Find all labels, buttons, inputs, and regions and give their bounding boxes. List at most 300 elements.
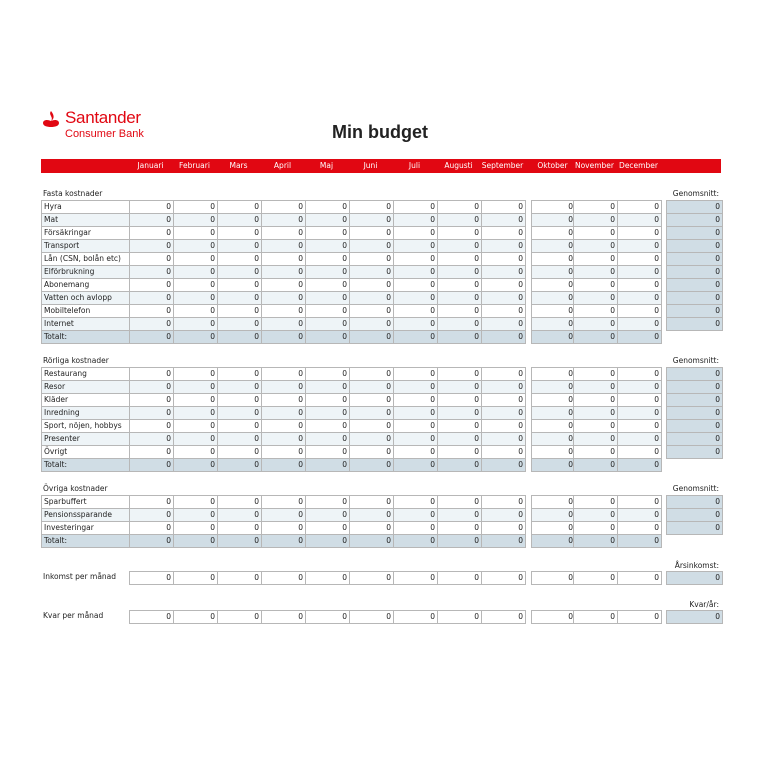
- month-value-cell[interactable]: 0: [617, 226, 662, 240]
- month-value-cell[interactable]: 0: [129, 393, 174, 407]
- month-value-cell[interactable]: 0: [349, 239, 394, 253]
- month-value-cell[interactable]: 0: [173, 610, 218, 624]
- month-value-cell[interactable]: 0: [129, 508, 174, 522]
- month-value-cell[interactable]: 0: [173, 458, 218, 472]
- month-value-cell[interactable]: 0: [573, 521, 618, 535]
- month-value-cell[interactable]: 0: [531, 367, 576, 381]
- month-value-cell[interactable]: 0: [217, 304, 262, 318]
- month-value-cell[interactable]: 0: [481, 330, 526, 344]
- month-value-cell[interactable]: 0: [305, 521, 350, 535]
- month-value-cell[interactable]: 0: [129, 200, 174, 214]
- month-value-cell[interactable]: 0: [261, 393, 306, 407]
- month-value-cell[interactable]: 0: [531, 571, 576, 585]
- month-value-cell[interactable]: 0: [261, 213, 306, 227]
- month-value-cell[interactable]: 0: [261, 534, 306, 548]
- month-value-cell[interactable]: 0: [305, 458, 350, 472]
- month-value-cell[interactable]: 0: [617, 278, 662, 292]
- month-value-cell[interactable]: 0: [481, 213, 526, 227]
- month-value-cell[interactable]: 0: [305, 317, 350, 331]
- month-value-cell[interactable]: 0: [305, 291, 350, 305]
- month-value-cell[interactable]: 0: [129, 330, 174, 344]
- month-value-cell[interactable]: 0: [349, 278, 394, 292]
- month-value-cell[interactable]: 0: [481, 380, 526, 394]
- month-value-cell[interactable]: 0: [531, 534, 576, 548]
- month-value-cell[interactable]: 0: [437, 432, 482, 446]
- month-value-cell[interactable]: 0: [531, 508, 576, 522]
- month-value-cell[interactable]: 0: [531, 252, 576, 266]
- month-value-cell[interactable]: 0: [173, 265, 218, 279]
- month-value-cell[interactable]: 0: [305, 406, 350, 420]
- month-value-cell[interactable]: 0: [481, 406, 526, 420]
- month-value-cell[interactable]: 0: [617, 265, 662, 279]
- month-value-cell[interactable]: 0: [437, 265, 482, 279]
- month-value-cell[interactable]: 0: [617, 406, 662, 420]
- month-value-cell[interactable]: 0: [129, 239, 174, 253]
- month-value-cell[interactable]: 0: [393, 278, 438, 292]
- month-value-cell[interactable]: 0: [437, 380, 482, 394]
- month-value-cell[interactable]: 0: [573, 534, 618, 548]
- month-value-cell[interactable]: 0: [173, 252, 218, 266]
- month-value-cell[interactable]: 0: [173, 330, 218, 344]
- month-value-cell[interactable]: 0: [573, 380, 618, 394]
- month-value-cell[interactable]: 0: [129, 278, 174, 292]
- month-value-cell[interactable]: 0: [531, 226, 576, 240]
- month-value-cell[interactable]: 0: [349, 380, 394, 394]
- month-value-cell[interactable]: 0: [531, 380, 576, 394]
- month-value-cell[interactable]: 0: [437, 406, 482, 420]
- month-value-cell[interactable]: 0: [217, 495, 262, 509]
- month-value-cell[interactable]: 0: [129, 367, 174, 381]
- month-value-cell[interactable]: 0: [481, 265, 526, 279]
- month-value-cell[interactable]: 0: [437, 534, 482, 548]
- month-value-cell[interactable]: 0: [573, 571, 618, 585]
- month-value-cell[interactable]: 0: [305, 278, 350, 292]
- month-value-cell[interactable]: 0: [393, 213, 438, 227]
- month-value-cell[interactable]: 0: [393, 252, 438, 266]
- month-value-cell[interactable]: 0: [481, 571, 526, 585]
- month-value-cell[interactable]: 0: [261, 508, 306, 522]
- month-value-cell[interactable]: 0: [481, 610, 526, 624]
- month-value-cell[interactable]: 0: [573, 291, 618, 305]
- month-value-cell[interactable]: 0: [173, 367, 218, 381]
- month-value-cell[interactable]: 0: [481, 200, 526, 214]
- month-value-cell[interactable]: 0: [129, 304, 174, 318]
- month-value-cell[interactable]: 0: [531, 521, 576, 535]
- month-value-cell[interactable]: 0: [437, 252, 482, 266]
- month-value-cell[interactable]: 0: [437, 226, 482, 240]
- month-value-cell[interactable]: 0: [531, 317, 576, 331]
- month-value-cell[interactable]: 0: [393, 508, 438, 522]
- month-value-cell[interactable]: 0: [617, 317, 662, 331]
- month-value-cell[interactable]: 0: [305, 393, 350, 407]
- month-value-cell[interactable]: 0: [349, 458, 394, 472]
- month-value-cell[interactable]: 0: [617, 508, 662, 522]
- month-value-cell[interactable]: 0: [437, 495, 482, 509]
- month-value-cell[interactable]: 0: [349, 200, 394, 214]
- month-value-cell[interactable]: 0: [217, 508, 262, 522]
- month-value-cell[interactable]: 0: [305, 380, 350, 394]
- month-value-cell[interactable]: 0: [481, 226, 526, 240]
- month-value-cell[interactable]: 0: [261, 458, 306, 472]
- month-value-cell[interactable]: 0: [173, 239, 218, 253]
- month-value-cell[interactable]: 0: [481, 291, 526, 305]
- month-value-cell[interactable]: 0: [261, 367, 306, 381]
- month-value-cell[interactable]: 0: [173, 278, 218, 292]
- month-value-cell[interactable]: 0: [129, 226, 174, 240]
- month-value-cell[interactable]: 0: [481, 304, 526, 318]
- month-value-cell[interactable]: 0: [173, 495, 218, 509]
- month-value-cell[interactable]: 0: [129, 534, 174, 548]
- month-value-cell[interactable]: 0: [217, 200, 262, 214]
- month-value-cell[interactable]: 0: [217, 330, 262, 344]
- month-value-cell[interactable]: 0: [481, 239, 526, 253]
- month-value-cell[interactable]: 0: [349, 393, 394, 407]
- month-value-cell[interactable]: 0: [437, 508, 482, 522]
- month-value-cell[interactable]: 0: [573, 200, 618, 214]
- month-value-cell[interactable]: 0: [217, 445, 262, 459]
- month-value-cell[interactable]: 0: [261, 521, 306, 535]
- month-value-cell[interactable]: 0: [217, 458, 262, 472]
- month-value-cell[interactable]: 0: [349, 610, 394, 624]
- month-value-cell[interactable]: 0: [217, 291, 262, 305]
- month-value-cell[interactable]: 0: [305, 610, 350, 624]
- month-value-cell[interactable]: 0: [481, 317, 526, 331]
- month-value-cell[interactable]: 0: [393, 393, 438, 407]
- month-value-cell[interactable]: 0: [349, 367, 394, 381]
- month-value-cell[interactable]: 0: [217, 534, 262, 548]
- month-value-cell[interactable]: 0: [261, 610, 306, 624]
- month-value-cell[interactable]: 0: [531, 304, 576, 318]
- month-value-cell[interactable]: 0: [573, 239, 618, 253]
- month-value-cell[interactable]: 0: [573, 495, 618, 509]
- month-value-cell[interactable]: 0: [393, 419, 438, 433]
- month-value-cell[interactable]: 0: [349, 432, 394, 446]
- month-value-cell[interactable]: 0: [481, 495, 526, 509]
- month-value-cell[interactable]: 0: [481, 521, 526, 535]
- month-value-cell[interactable]: 0: [437, 239, 482, 253]
- month-value-cell[interactable]: 0: [173, 419, 218, 433]
- month-value-cell[interactable]: 0: [573, 406, 618, 420]
- month-value-cell[interactable]: 0: [173, 200, 218, 214]
- month-value-cell[interactable]: 0: [217, 213, 262, 227]
- month-value-cell[interactable]: 0: [573, 508, 618, 522]
- month-value-cell[interactable]: 0: [617, 239, 662, 253]
- month-value-cell[interactable]: 0: [173, 380, 218, 394]
- month-value-cell[interactable]: 0: [349, 317, 394, 331]
- month-value-cell[interactable]: 0: [393, 304, 438, 318]
- month-value-cell[interactable]: 0: [393, 200, 438, 214]
- month-value-cell[interactable]: 0: [261, 571, 306, 585]
- month-value-cell[interactable]: 0: [573, 610, 618, 624]
- month-value-cell[interactable]: 0: [481, 393, 526, 407]
- month-value-cell[interactable]: 0: [481, 432, 526, 446]
- month-value-cell[interactable]: 0: [349, 534, 394, 548]
- month-value-cell[interactable]: 0: [173, 571, 218, 585]
- month-value-cell[interactable]: 0: [393, 226, 438, 240]
- month-value-cell[interactable]: 0: [261, 291, 306, 305]
- month-value-cell[interactable]: 0: [531, 458, 576, 472]
- month-value-cell[interactable]: 0: [305, 534, 350, 548]
- month-value-cell[interactable]: 0: [531, 278, 576, 292]
- month-value-cell[interactable]: 0: [349, 419, 394, 433]
- month-value-cell[interactable]: 0: [573, 330, 618, 344]
- month-value-cell[interactable]: 0: [573, 304, 618, 318]
- month-value-cell[interactable]: 0: [573, 252, 618, 266]
- month-value-cell[interactable]: 0: [173, 304, 218, 318]
- month-value-cell[interactable]: 0: [305, 239, 350, 253]
- month-value-cell[interactable]: 0: [393, 406, 438, 420]
- month-value-cell[interactable]: 0: [217, 265, 262, 279]
- month-value-cell[interactable]: 0: [573, 317, 618, 331]
- month-value-cell[interactable]: 0: [173, 291, 218, 305]
- month-value-cell[interactable]: 0: [305, 304, 350, 318]
- month-value-cell[interactable]: 0: [573, 213, 618, 227]
- month-value-cell[interactable]: 0: [393, 317, 438, 331]
- month-value-cell[interactable]: 0: [217, 367, 262, 381]
- month-value-cell[interactable]: 0: [617, 534, 662, 548]
- month-value-cell[interactable]: 0: [129, 610, 174, 624]
- month-value-cell[interactable]: 0: [261, 200, 306, 214]
- month-value-cell[interactable]: 0: [437, 213, 482, 227]
- month-value-cell[interactable]: 0: [531, 200, 576, 214]
- month-value-cell[interactable]: 0: [617, 330, 662, 344]
- month-value-cell[interactable]: 0: [531, 419, 576, 433]
- month-value-cell[interactable]: 0: [349, 406, 394, 420]
- month-value-cell[interactable]: 0: [349, 252, 394, 266]
- month-value-cell[interactable]: 0: [173, 432, 218, 446]
- month-value-cell[interactable]: 0: [617, 419, 662, 433]
- month-value-cell[interactable]: 0: [261, 445, 306, 459]
- month-value-cell[interactable]: 0: [217, 432, 262, 446]
- month-value-cell[interactable]: 0: [261, 330, 306, 344]
- month-value-cell[interactable]: 0: [481, 252, 526, 266]
- month-value-cell[interactable]: 0: [573, 445, 618, 459]
- month-value-cell[interactable]: 0: [393, 458, 438, 472]
- month-value-cell[interactable]: 0: [173, 521, 218, 535]
- month-value-cell[interactable]: 0: [437, 521, 482, 535]
- month-value-cell[interactable]: 0: [393, 432, 438, 446]
- month-value-cell[interactable]: 0: [531, 265, 576, 279]
- month-value-cell[interactable]: 0: [531, 432, 576, 446]
- month-value-cell[interactable]: 0: [349, 330, 394, 344]
- month-value-cell[interactable]: 0: [437, 445, 482, 459]
- month-value-cell[interactable]: 0: [305, 265, 350, 279]
- month-value-cell[interactable]: 0: [481, 445, 526, 459]
- month-value-cell[interactable]: 0: [573, 419, 618, 433]
- month-value-cell[interactable]: 0: [129, 495, 174, 509]
- month-value-cell[interactable]: 0: [617, 495, 662, 509]
- month-value-cell[interactable]: 0: [573, 265, 618, 279]
- month-value-cell[interactable]: 0: [531, 213, 576, 227]
- month-value-cell[interactable]: 0: [129, 419, 174, 433]
- month-value-cell[interactable]: 0: [305, 508, 350, 522]
- month-value-cell[interactable]: 0: [393, 445, 438, 459]
- month-value-cell[interactable]: 0: [173, 393, 218, 407]
- month-value-cell[interactable]: 0: [481, 278, 526, 292]
- month-value-cell[interactable]: 0: [261, 239, 306, 253]
- month-value-cell[interactable]: 0: [349, 291, 394, 305]
- month-value-cell[interactable]: 0: [617, 521, 662, 535]
- month-value-cell[interactable]: 0: [349, 226, 394, 240]
- month-value-cell[interactable]: 0: [393, 610, 438, 624]
- month-value-cell[interactable]: 0: [573, 432, 618, 446]
- month-value-cell[interactable]: 0: [573, 226, 618, 240]
- month-value-cell[interactable]: 0: [173, 226, 218, 240]
- month-value-cell[interactable]: 0: [531, 291, 576, 305]
- month-value-cell[interactable]: 0: [437, 291, 482, 305]
- month-value-cell[interactable]: 0: [349, 571, 394, 585]
- month-value-cell[interactable]: 0: [129, 571, 174, 585]
- month-value-cell[interactable]: 0: [217, 278, 262, 292]
- month-value-cell[interactable]: 0: [393, 367, 438, 381]
- month-value-cell[interactable]: 0: [573, 458, 618, 472]
- month-value-cell[interactable]: 0: [437, 304, 482, 318]
- month-value-cell[interactable]: 0: [173, 534, 218, 548]
- month-value-cell[interactable]: 0: [261, 495, 306, 509]
- month-value-cell[interactable]: 0: [261, 226, 306, 240]
- month-value-cell[interactable]: 0: [437, 278, 482, 292]
- month-value-cell[interactable]: 0: [261, 406, 306, 420]
- month-value-cell[interactable]: 0: [129, 265, 174, 279]
- month-value-cell[interactable]: 0: [173, 445, 218, 459]
- month-value-cell[interactable]: 0: [349, 521, 394, 535]
- month-value-cell[interactable]: 0: [617, 458, 662, 472]
- month-value-cell[interactable]: 0: [217, 317, 262, 331]
- month-value-cell[interactable]: 0: [305, 419, 350, 433]
- month-value-cell[interactable]: 0: [531, 445, 576, 459]
- month-value-cell[interactable]: 0: [481, 508, 526, 522]
- month-value-cell[interactable]: 0: [437, 610, 482, 624]
- month-value-cell[interactable]: 0: [305, 367, 350, 381]
- month-value-cell[interactable]: 0: [305, 213, 350, 227]
- month-value-cell[interactable]: 0: [261, 419, 306, 433]
- month-value-cell[interactable]: 0: [217, 380, 262, 394]
- month-value-cell[interactable]: 0: [129, 380, 174, 394]
- month-value-cell[interactable]: 0: [531, 330, 576, 344]
- month-value-cell[interactable]: 0: [393, 534, 438, 548]
- month-value-cell[interactable]: 0: [129, 406, 174, 420]
- month-value-cell[interactable]: 0: [393, 291, 438, 305]
- month-value-cell[interactable]: 0: [437, 367, 482, 381]
- month-value-cell[interactable]: 0: [261, 317, 306, 331]
- month-value-cell[interactable]: 0: [349, 265, 394, 279]
- month-value-cell[interactable]: 0: [261, 304, 306, 318]
- month-value-cell[interactable]: 0: [617, 200, 662, 214]
- month-value-cell[interactable]: 0: [481, 458, 526, 472]
- month-value-cell[interactable]: 0: [349, 213, 394, 227]
- month-value-cell[interactable]: 0: [129, 432, 174, 446]
- month-value-cell[interactable]: 0: [261, 278, 306, 292]
- month-value-cell[interactable]: 0: [217, 239, 262, 253]
- month-value-cell[interactable]: 0: [129, 521, 174, 535]
- month-value-cell[interactable]: 0: [129, 213, 174, 227]
- month-value-cell[interactable]: 0: [617, 610, 662, 624]
- month-value-cell[interactable]: 0: [617, 432, 662, 446]
- month-value-cell[interactable]: 0: [217, 571, 262, 585]
- month-value-cell[interactable]: 0: [617, 252, 662, 266]
- month-value-cell[interactable]: 0: [217, 252, 262, 266]
- month-value-cell[interactable]: 0: [261, 252, 306, 266]
- month-value-cell[interactable]: 0: [481, 367, 526, 381]
- month-value-cell[interactable]: 0: [617, 213, 662, 227]
- month-value-cell[interactable]: 0: [305, 226, 350, 240]
- month-value-cell[interactable]: 0: [393, 330, 438, 344]
- month-value-cell[interactable]: 0: [217, 610, 262, 624]
- month-value-cell[interactable]: 0: [129, 291, 174, 305]
- month-value-cell[interactable]: 0: [531, 239, 576, 253]
- month-value-cell[interactable]: 0: [349, 445, 394, 459]
- month-value-cell[interactable]: 0: [617, 445, 662, 459]
- month-value-cell[interactable]: 0: [305, 445, 350, 459]
- month-value-cell[interactable]: 0: [393, 495, 438, 509]
- month-value-cell[interactable]: 0: [261, 380, 306, 394]
- month-value-cell[interactable]: 0: [129, 252, 174, 266]
- month-value-cell[interactable]: 0: [305, 571, 350, 585]
- month-value-cell[interactable]: 0: [349, 495, 394, 509]
- month-value-cell[interactable]: 0: [129, 317, 174, 331]
- month-value-cell[interactable]: 0: [481, 534, 526, 548]
- month-value-cell[interactable]: 0: [573, 393, 618, 407]
- month-value-cell[interactable]: 0: [437, 419, 482, 433]
- month-value-cell[interactable]: 0: [573, 278, 618, 292]
- month-value-cell[interactable]: 0: [129, 458, 174, 472]
- month-value-cell[interactable]: 0: [437, 330, 482, 344]
- month-value-cell[interactable]: 0: [531, 610, 576, 624]
- month-value-cell[interactable]: 0: [617, 393, 662, 407]
- month-value-cell[interactable]: 0: [531, 393, 576, 407]
- month-value-cell[interactable]: 0: [573, 367, 618, 381]
- month-value-cell[interactable]: 0: [173, 508, 218, 522]
- month-value-cell[interactable]: 0: [437, 393, 482, 407]
- month-value-cell[interactable]: 0: [217, 393, 262, 407]
- month-value-cell[interactable]: 0: [173, 317, 218, 331]
- month-value-cell[interactable]: 0: [305, 200, 350, 214]
- month-value-cell[interactable]: 0: [261, 265, 306, 279]
- month-value-cell[interactable]: 0: [437, 317, 482, 331]
- month-value-cell[interactable]: 0: [217, 406, 262, 420]
- month-value-cell[interactable]: 0: [173, 406, 218, 420]
- month-value-cell[interactable]: 0: [129, 445, 174, 459]
- month-value-cell[interactable]: 0: [393, 265, 438, 279]
- month-value-cell[interactable]: 0: [617, 367, 662, 381]
- month-value-cell[interactable]: 0: [437, 458, 482, 472]
- month-value-cell[interactable]: 0: [617, 291, 662, 305]
- month-value-cell[interactable]: 0: [531, 495, 576, 509]
- month-value-cell[interactable]: 0: [617, 304, 662, 318]
- month-value-cell[interactable]: 0: [305, 495, 350, 509]
- month-value-cell[interactable]: 0: [481, 419, 526, 433]
- month-value-cell[interactable]: 0: [173, 213, 218, 227]
- month-value-cell[interactable]: 0: [305, 432, 350, 446]
- month-value-cell[interactable]: 0: [393, 239, 438, 253]
- month-value-cell[interactable]: 0: [305, 330, 350, 344]
- month-value-cell[interactable]: 0: [393, 521, 438, 535]
- month-value-cell[interactable]: 0: [349, 508, 394, 522]
- month-value-cell[interactable]: 0: [261, 432, 306, 446]
- month-value-cell[interactable]: 0: [617, 380, 662, 394]
- month-value-cell[interactable]: 0: [617, 571, 662, 585]
- month-value-cell[interactable]: 0: [305, 252, 350, 266]
- month-value-cell[interactable]: 0: [217, 419, 262, 433]
- month-value-cell[interactable]: 0: [437, 200, 482, 214]
- month-value-cell[interactable]: 0: [349, 304, 394, 318]
- month-value-cell[interactable]: 0: [531, 406, 576, 420]
- month-value-cell[interactable]: 0: [393, 571, 438, 585]
- month-value-cell[interactable]: 0: [217, 226, 262, 240]
- month-value-cell[interactable]: 0: [393, 380, 438, 394]
- month-value-cell[interactable]: 0: [437, 571, 482, 585]
- month-value-cell[interactable]: 0: [217, 521, 262, 535]
